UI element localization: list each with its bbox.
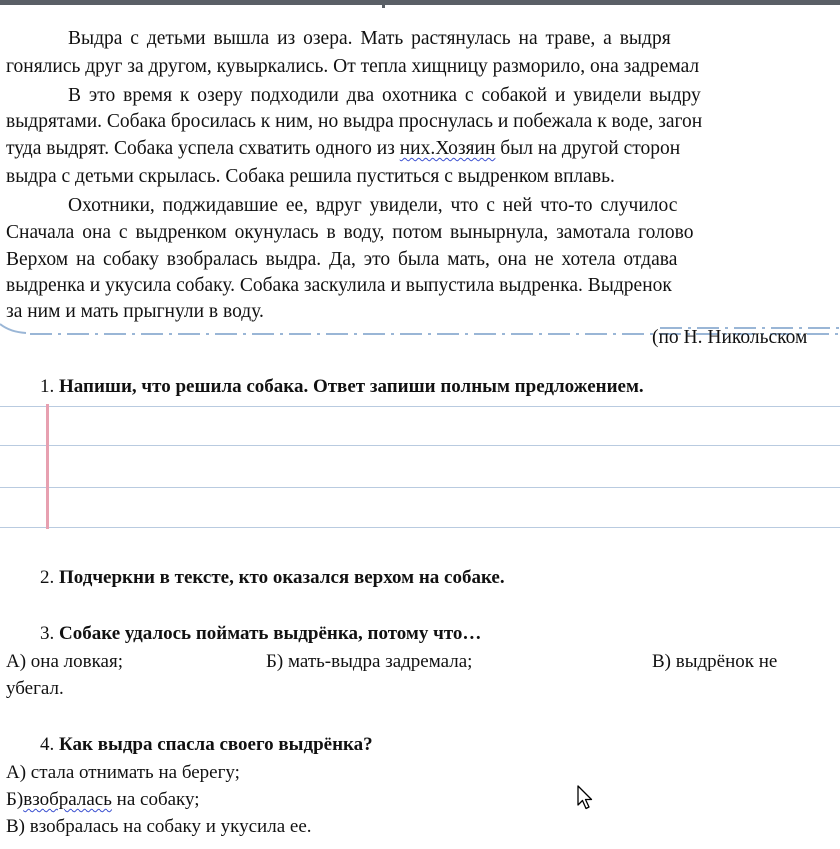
answer-lines[interactable] [0,400,840,530]
q3-option-c: В) выдрёнок не [652,651,778,672]
q3-option-b: Б) мать-выдра задремала; [266,651,473,672]
question-4 [40,734,373,756]
question-text: Подчеркни в тексте, кто оказался верхом на собаке. [59,567,505,588]
option-letter: Б) [6,789,24,810]
answer-line [0,406,840,407]
ruler-tick [382,0,385,8]
question-text: Напиши, что решила собака. Ответ запиши полным предложением. [59,376,644,397]
spellcheck-underline: них.Хозяин [399,138,496,159]
question-1 [40,376,644,398]
option-rest: на собаку; [111,789,200,810]
story-line: за ним и мать прыгнули в воду. [6,301,264,322]
story-line: В это время к озеру подходили два охотника с собакой и увидели выдру [68,85,701,106]
story-line: Верхом на собаку взобралась выдра. Да, это была мать, она не хотела отдава [6,249,678,270]
story-line: Охотники, поджидавшие ее, вдруг увидели, что с ней что-то случилос [68,195,678,216]
margin-line [46,404,49,529]
question-3 [40,623,481,645]
story-line: выдра с детьми скрылась. Собака решила пуститься с выдренком вплавь. [6,166,615,187]
q3-option-a: А) она ловкая; [6,651,123,672]
question-number: 1. [40,376,55,397]
answer-line [0,445,840,446]
story-line: Сначала она с выдренком окунулась в воду, потом вынырнула, замотала голово [6,222,694,243]
story-line-start: туда выдрят. Собака успела схватить одного из [6,138,400,159]
question-number: 3. [40,623,55,644]
q4-option-b [6,789,200,811]
spellcheck-underline: взобралась [23,789,112,810]
question-text: Собаке удалось поймать выдрёнка, потому что… [59,623,482,644]
question-text: Как выдра спасла своего выдрёнка? [59,734,373,755]
story-line-end: был на другой сторон [495,138,681,159]
q4-option-a: А) стала отнимать на берегу; [6,762,240,783]
answer-line [0,527,840,528]
q4-option-c: В) взобралась на собаку и укусила ее. [6,816,312,837]
q3-option-c-continued: убегал. [6,678,64,699]
mouse-pointer-icon [577,785,595,811]
window-top-bar [0,0,840,5]
question-number: 4. [40,734,55,755]
question-number: 2. [40,567,55,588]
question-2 [40,567,505,589]
story-line: выдренка и укусила собаку. Собака заскулила и выпустила выдренка. Выдренок [6,275,672,296]
story-line: выдрятами. Собака бросилась к ним, но выдра проснулась и побежала к воде, загон [6,111,703,132]
story-line [6,137,680,161]
story-line: Выдра с детьми вышла из озера. Мать растянулась на траве, а выдря [68,28,671,49]
story-line: гонялись друг за другом, кувыркались. От тепла хищницу разморило, она задремал [6,56,700,77]
answer-line [0,487,840,488]
story-author: (по Н. Никольском [652,327,808,348]
